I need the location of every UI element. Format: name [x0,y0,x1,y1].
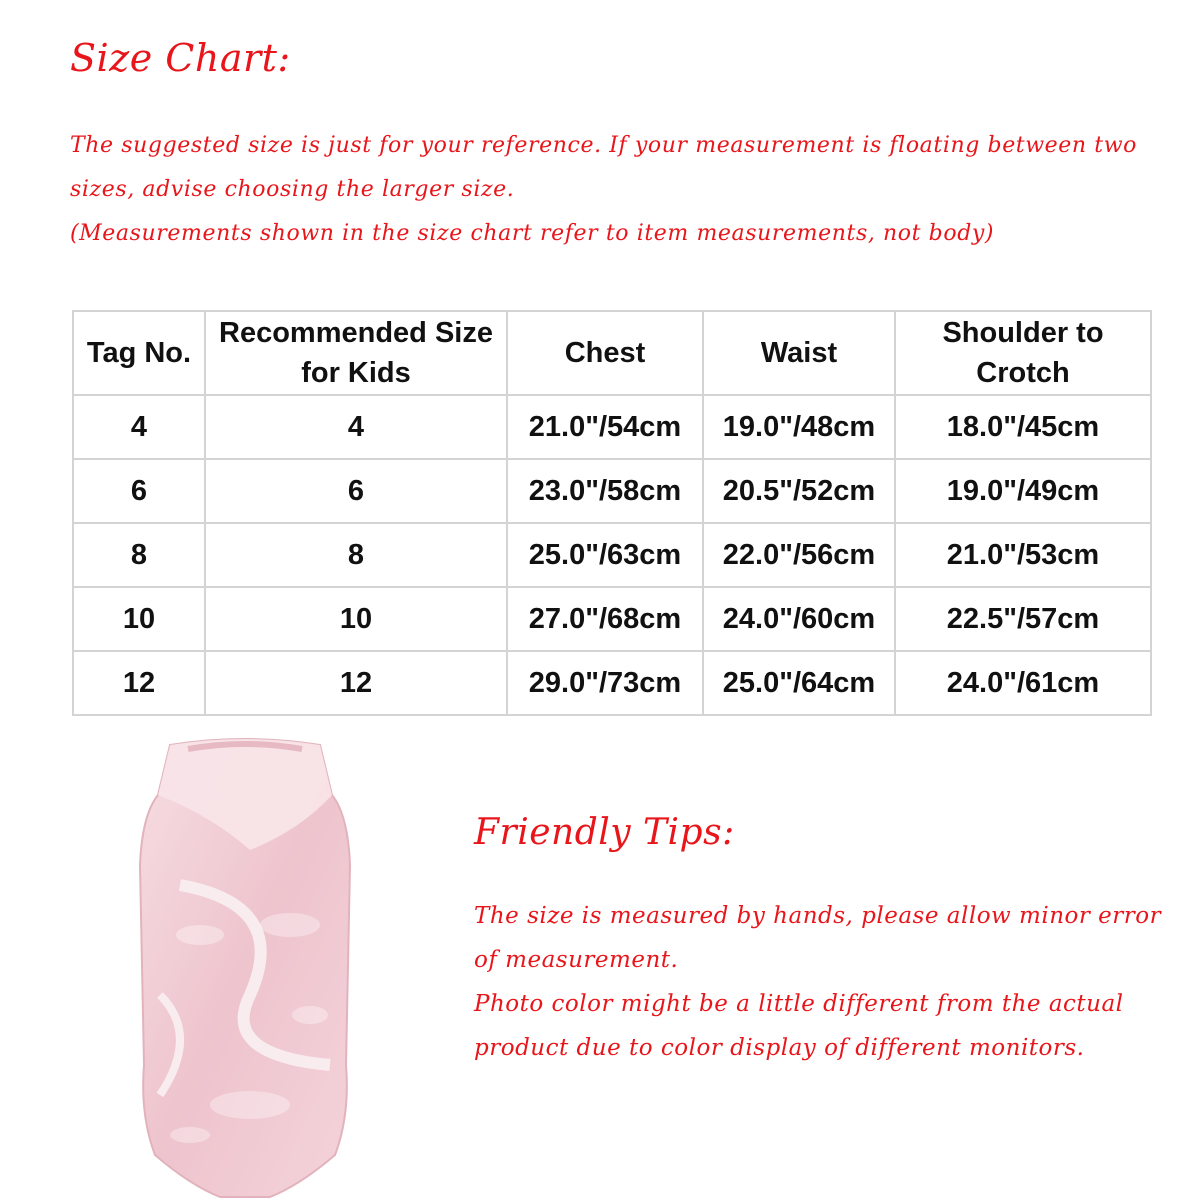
intro-text [70,124,1170,256]
tips-line: product due to color display of different monitors. [474,1035,1085,1061]
cell-chest: 21.0"/54cm [507,395,703,459]
header-shoulder-to-crotch: Shoulder to Crotch [895,311,1151,395]
cell-chest: 23.0"/58cm [507,459,703,523]
page-title: Size Chart: [70,36,291,80]
cell-tag-no: 6 [73,459,205,523]
tips-line: The size is measured by hands, please allow minor error [474,903,1162,929]
cell-waist: 22.0"/56cm [703,523,895,587]
leotard-image [100,735,390,1200]
cell-recommended-size: 8 [205,523,507,587]
cell-waist: 25.0"/64cm [703,651,895,715]
cell-tag-no: 12 [73,651,205,715]
cell-waist: 20.5"/52cm [703,459,895,523]
tips-title: Friendly Tips: [474,812,735,853]
cell-shoulder-to-crotch: 22.5"/57cm [895,587,1151,651]
table-row [73,523,1151,587]
cell-chest: 29.0"/73cm [507,651,703,715]
header-tag-no: Tag No. [73,311,205,395]
header-waist: Waist [703,311,895,395]
intro-line: (Measurements shown in the size chart refer to item measurements, not body) [70,221,995,246]
cell-tag-no: 4 [73,395,205,459]
cell-chest: 25.0"/63cm [507,523,703,587]
table-row [73,651,1151,715]
cell-shoulder-to-crotch: 21.0"/53cm [895,523,1151,587]
cell-tag-no: 8 [73,523,205,587]
intro-line: sizes, advise choosing the larger size. [70,177,515,202]
tips-line: of measurement. [474,947,679,973]
table-header-row [73,311,1151,395]
cell-waist: 24.0"/60cm [703,587,895,651]
header-recommended-size: Recommended Size for Kids [205,311,507,395]
intro-line: The suggested size is just for your reference. If your measurement is floating between two [70,133,1137,158]
tips-line: Photo color might be a little different from the actual [474,991,1124,1017]
cell-recommended-size: 4 [205,395,507,459]
cell-waist: 19.0"/48cm [703,395,895,459]
header-chest: Chest [507,311,703,395]
cell-recommended-size: 10 [205,587,507,651]
cell-shoulder-to-crotch: 18.0"/45cm [895,395,1151,459]
cell-shoulder-to-crotch: 19.0"/49cm [895,459,1151,523]
table-row [73,587,1151,651]
cell-shoulder-to-crotch: 24.0"/61cm [895,651,1151,715]
table-row [73,395,1151,459]
tips-text [474,894,1174,1070]
cell-recommended-size: 6 [205,459,507,523]
cell-tag-no: 10 [73,587,205,651]
table-row [73,459,1151,523]
cell-recommended-size: 12 [205,651,507,715]
size-table [72,310,1152,716]
cell-chest: 27.0"/68cm [507,587,703,651]
